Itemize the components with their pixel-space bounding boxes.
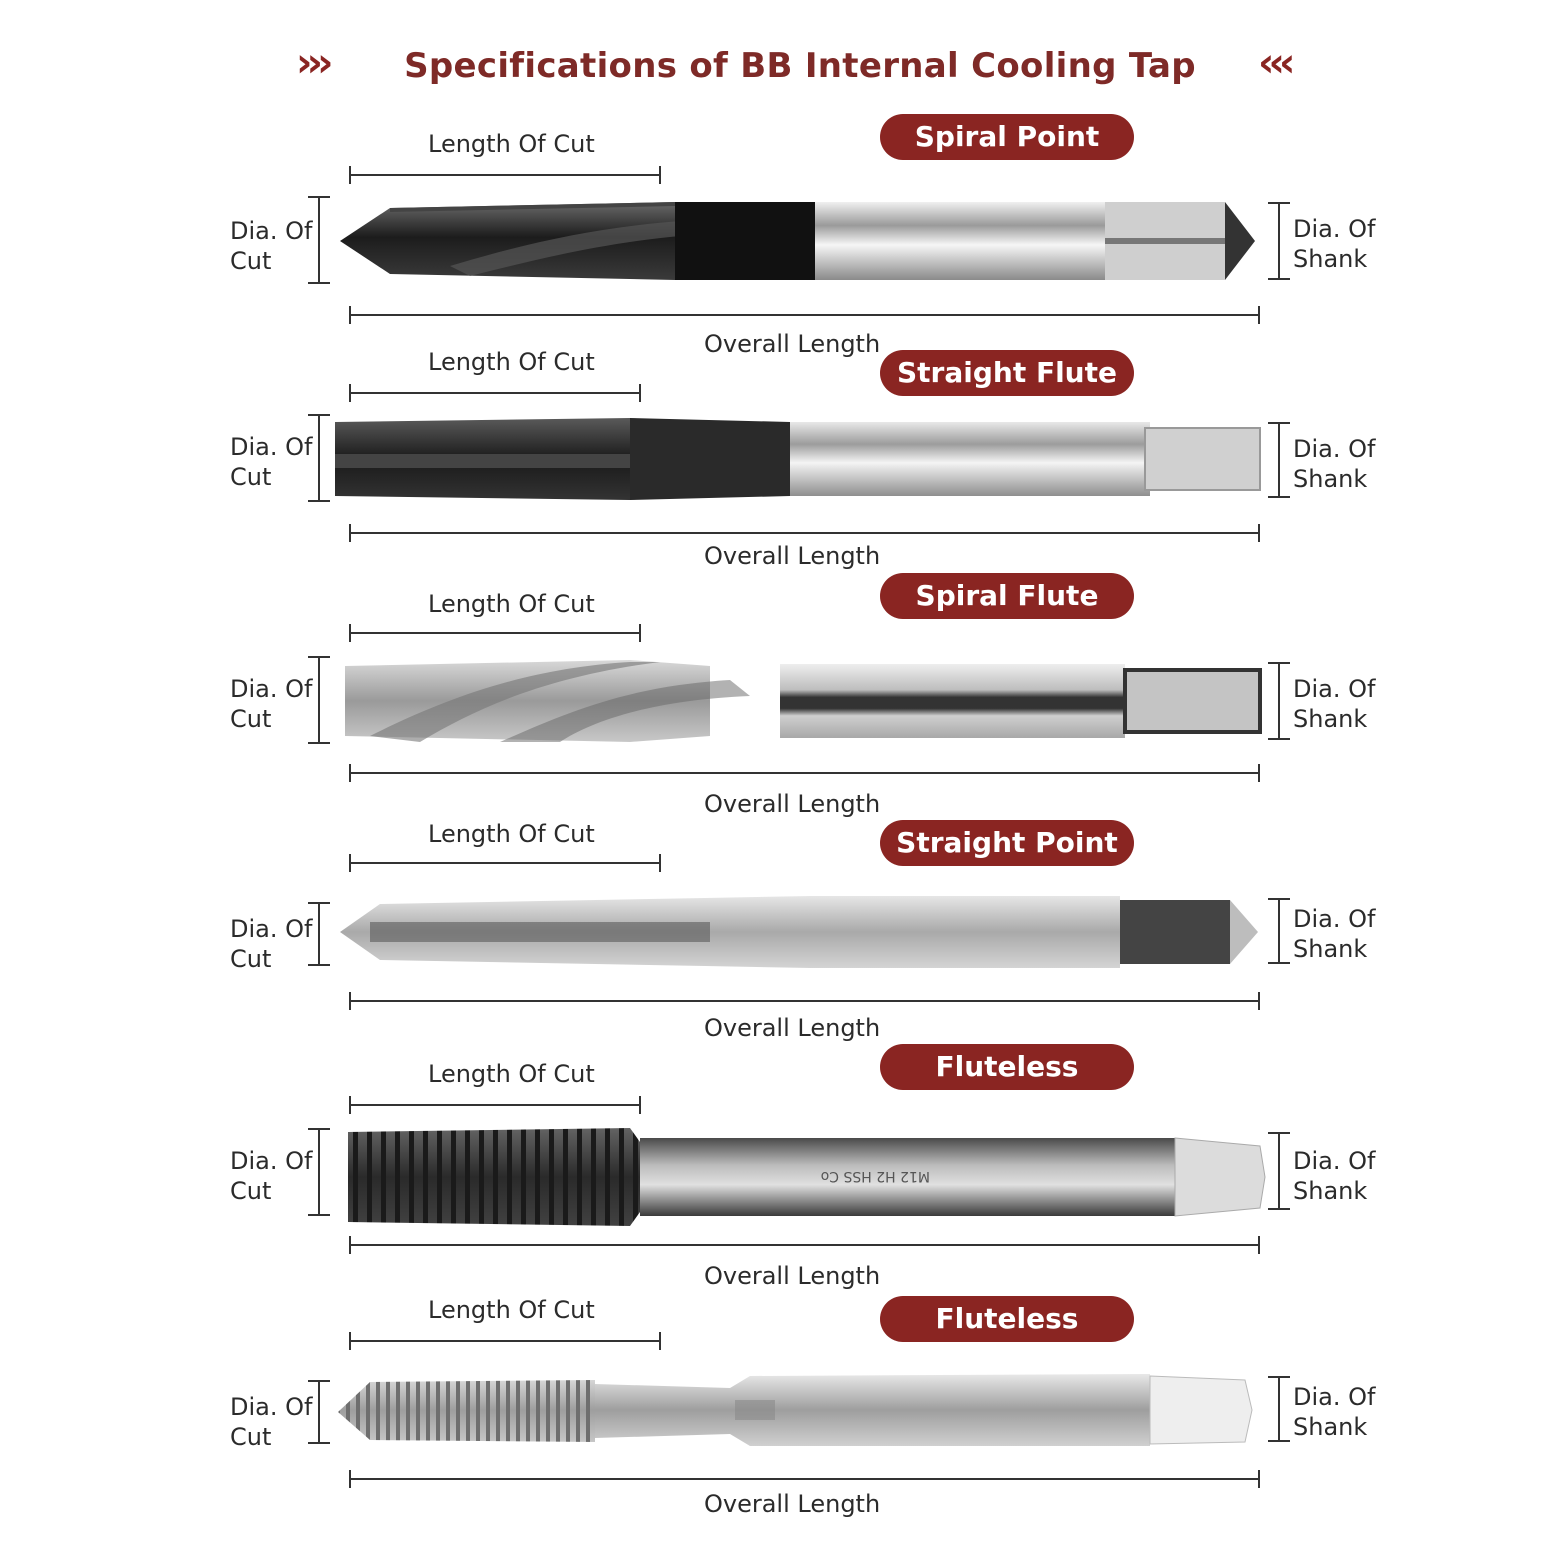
dia-of-cut-label: Dia. Of Cut bbox=[230, 217, 313, 275]
tap-type-badge: Fluteless bbox=[880, 1296, 1134, 1342]
tap-row-straight-point bbox=[0, 818, 1568, 1058]
length-of-cut-dimension bbox=[349, 624, 641, 642]
overall-length-label: Overall Length bbox=[704, 330, 881, 358]
fluteless-dark-tap-image bbox=[330, 1122, 1275, 1232]
dia-of-cut-dimension bbox=[308, 414, 330, 502]
overall-length-dimension bbox=[349, 992, 1260, 1010]
length-of-cut-label: Length Of Cut bbox=[428, 130, 595, 158]
dia-of-shank-label: Dia. Of Shank bbox=[1293, 675, 1376, 733]
dia-of-cut-dimension bbox=[308, 1128, 330, 1216]
straight-flute-tap-image bbox=[330, 414, 1275, 504]
tap-type-badge: Straight Point bbox=[880, 820, 1134, 866]
dia-of-shank-dimension bbox=[1268, 662, 1290, 740]
overall-length-label: Overall Length bbox=[704, 1490, 881, 1518]
overall-length-dimension bbox=[349, 1470, 1260, 1488]
dia-of-shank-dimension bbox=[1268, 898, 1290, 964]
overall-length-label: Overall Length bbox=[704, 1262, 881, 1290]
spiral-flute-tap-image bbox=[330, 656, 1275, 746]
dia-of-cut-dimension bbox=[308, 902, 330, 966]
dia-of-cut-dimension bbox=[308, 656, 330, 744]
dia-of-shank-label: Dia. Of Shank bbox=[1293, 905, 1376, 963]
dia-of-shank-label: Dia. Of Shank bbox=[1293, 215, 1376, 273]
tap-type-badge: Fluteless bbox=[880, 1044, 1134, 1090]
length-of-cut-label: Length Of Cut bbox=[428, 1060, 595, 1088]
page-title: Specifications of BB Internal Cooling Tap bbox=[404, 46, 1196, 86]
dia-of-shank-label: Dia. Of Shank bbox=[1293, 1147, 1376, 1205]
tap-type-badge: Spiral Point bbox=[880, 114, 1134, 160]
dia-of-cut-label: Dia. Of Cut bbox=[230, 675, 313, 733]
tap-row-spiral-point bbox=[0, 120, 1568, 368]
dia-of-cut-label: Dia. Of Cut bbox=[230, 915, 313, 973]
chevrons-left-icon: ‹‹‹ bbox=[1258, 40, 1290, 86]
overall-length-dimension bbox=[349, 1236, 1260, 1254]
overall-length-dimension bbox=[349, 764, 1260, 782]
overall-length-label: Overall Length bbox=[704, 1014, 881, 1042]
length-of-cut-label: Length Of Cut bbox=[428, 348, 595, 376]
fluteless-bright-tap-image bbox=[330, 1370, 1275, 1450]
length-of-cut-label: Length Of Cut bbox=[428, 590, 595, 618]
length-of-cut-dimension bbox=[349, 1096, 641, 1114]
overall-length-label: Overall Length bbox=[704, 542, 881, 570]
dia-of-shank-label: Dia. Of Shank bbox=[1293, 1383, 1376, 1441]
tap-row-spiral-flute bbox=[0, 579, 1568, 828]
header bbox=[0, 40, 1568, 100]
length-of-cut-label: Length Of Cut bbox=[428, 1296, 595, 1324]
spiral-point-tap-image bbox=[330, 196, 1275, 286]
length-of-cut-dimension bbox=[349, 384, 641, 402]
length-of-cut-label: Length Of Cut bbox=[428, 820, 595, 848]
tap-row-fluteless-bright bbox=[0, 1296, 1568, 1536]
tap-type-badge: Straight Flute bbox=[880, 350, 1134, 396]
dia-of-cut-dimension bbox=[308, 1380, 330, 1444]
tap-type-badge: Spiral Flute bbox=[880, 573, 1134, 619]
overall-length-dimension bbox=[349, 524, 1260, 542]
overall-length-label: Overall Length bbox=[704, 790, 881, 818]
tap-row-straight-flute bbox=[0, 346, 1568, 586]
dia-of-shank-label: Dia. Of Shank bbox=[1293, 435, 1376, 493]
dia-of-cut-dimension bbox=[308, 196, 330, 284]
tap-row-fluteless-dark bbox=[0, 1050, 1568, 1300]
tap-marking-text: M12 H2 HSS Co bbox=[820, 1168, 930, 1184]
dia-of-shank-dimension bbox=[1268, 1132, 1290, 1210]
dia-of-cut-label: Dia. Of Cut bbox=[230, 1393, 313, 1451]
length-of-cut-dimension bbox=[349, 854, 661, 872]
dia-of-shank-dimension bbox=[1268, 202, 1290, 280]
dia-of-cut-label: Dia. Of Cut bbox=[230, 433, 313, 491]
dia-of-shank-dimension bbox=[1268, 422, 1290, 498]
length-of-cut-dimension bbox=[349, 166, 661, 184]
overall-length-dimension bbox=[349, 306, 1260, 324]
length-of-cut-dimension bbox=[349, 1332, 661, 1350]
dia-of-cut-label: Dia. Of Cut bbox=[230, 1147, 313, 1205]
straight-point-tap-image bbox=[330, 892, 1275, 972]
dia-of-shank-dimension bbox=[1268, 1376, 1290, 1442]
chevrons-right-icon: ››› bbox=[296, 40, 328, 86]
